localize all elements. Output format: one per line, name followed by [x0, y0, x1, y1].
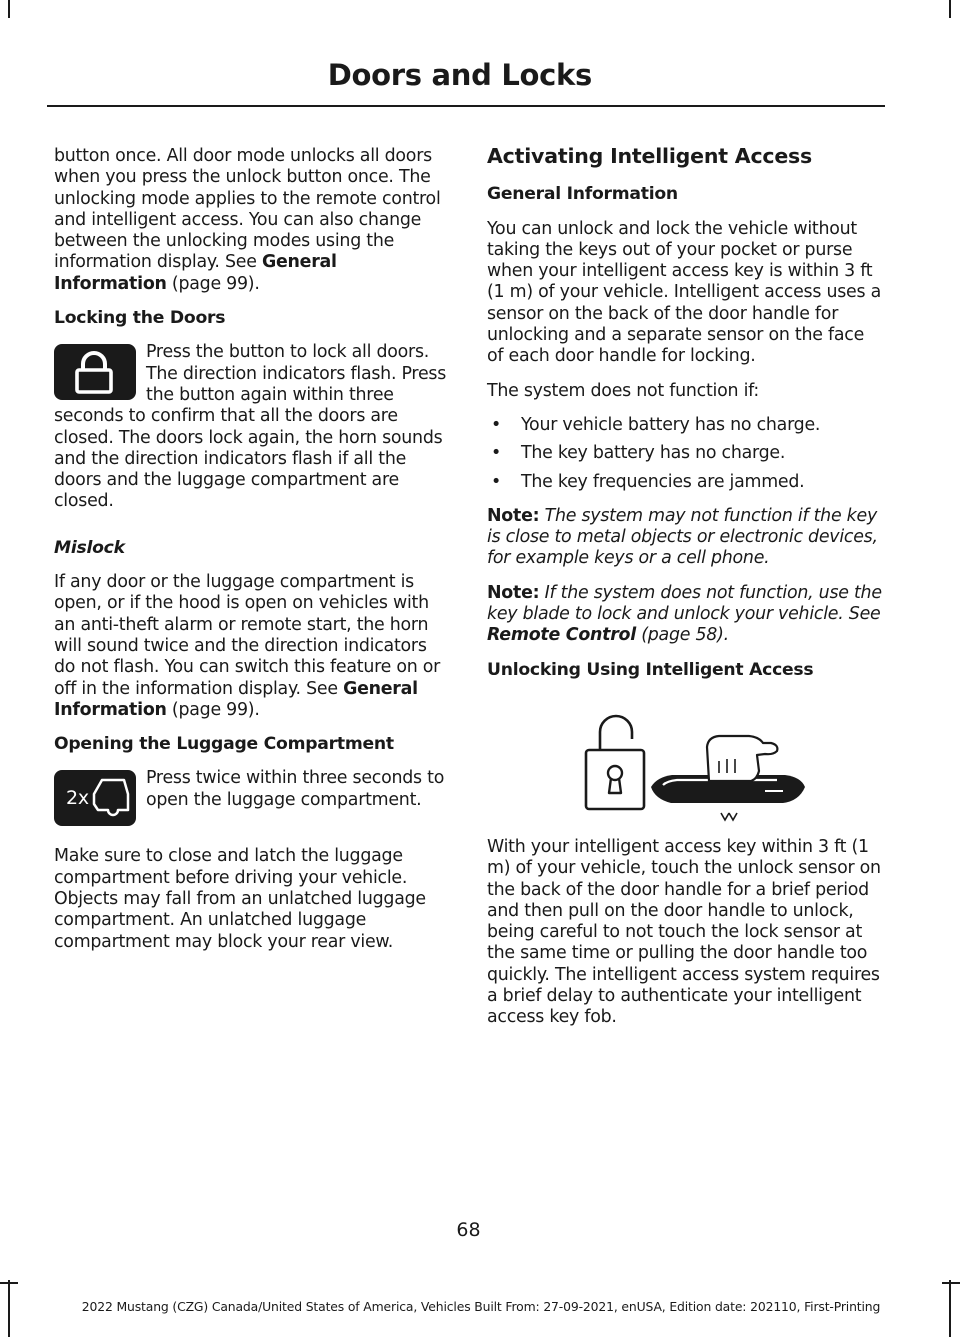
unlock-padlock-icon — [586, 716, 644, 809]
page-number: 68 — [456, 1219, 481, 1241]
luggage-section — [54, 768, 449, 830]
bullet: • — [491, 443, 502, 464]
list-item-text: The key frequencies are jammed. — [521, 471, 805, 492]
general-information-link[interactable]: General Information — [54, 252, 337, 294]
note-label: Note: — [487, 505, 540, 526]
page-title: Doors and Locks — [327, 58, 592, 92]
mislock-page-ref: (page 99). — [166, 699, 260, 720]
unlocking-heading: Unlocking Using Intelligent Access — [487, 659, 814, 680]
crop-mark-bottom-left-v — [8, 1280, 10, 1337]
list-item-text: Your vehicle battery has no charge. — [521, 414, 821, 435]
failure-conditions-list — [487, 415, 882, 493]
note-2-text: If the system does not function, use the key blade to lock and unlock your vehicle. See — [487, 582, 882, 625]
bullet: • — [491, 414, 502, 435]
intelligent-access-illustration — [487, 687, 882, 837]
list-item — [487, 415, 882, 436]
crop-mark-bottom-left-h — [0, 1282, 18, 1284]
mislock-heading: Mislock — [54, 537, 125, 558]
list-item — [487, 472, 882, 493]
right-column — [487, 146, 882, 1042]
general-information-heading: General Information — [487, 184, 678, 205]
list-item-text: The key battery has no charge. — [521, 443, 786, 464]
trunk-release-icon — [54, 770, 136, 826]
luggage-text: Press twice within three seconds to open the luggage compartment. — [146, 768, 445, 810]
header-rule — [47, 105, 885, 107]
note-1 — [487, 506, 882, 570]
note-1-text: The system may not function if the key is close to metal objects or electronic devices, for example keys or a cell phone. — [487, 505, 878, 569]
general-information-text: You can unlock and lock the vehicle without taking the keys out of your pocket or purse when your intelligent access key is within 3 ft (1 m) of your vehicle. Intelligent access uses a sensor on the back of the door handle for unlocking and a separate sensor on the face of each door handle for locking. — [487, 218, 881, 367]
crop-mark-bottom-right-h — [942, 1282, 960, 1284]
locking-section — [54, 342, 449, 512]
trunk-2x-label: 2x — [66, 787, 89, 810]
remote-control-link[interactable]: Remote Control — [487, 625, 636, 646]
locking-text: Press the button to lock all doors. The direction indicators flash. Press the button again within three seconds to confirm that all the doors are closed. The doors lock again, the horn sounds and the direction indicators flash if all the doors and the luggage compartment are closed. — [54, 342, 447, 512]
unlocking-text: With your intelligent access key within 3 ft (1 m) of your vehicle, touch the unlock sensor on the back of the door handle for a brief period and then pull on the door handle to unlock, being careful to not touch the lock sensor at the same time or pulling the door handle too quickly. The intelligent access system requires a brief delay to authenticate your intelligent access key fob. — [487, 836, 881, 1028]
bullet: • — [491, 471, 502, 492]
left-column — [54, 146, 449, 966]
lock-button-icon — [54, 344, 136, 400]
intro-text: button once. All door mode unlocks all doors when you press the unlock button once. The unlocking mode applies to the remote control and intelligent access. You can also change between the unlocking modes using the information display. See — [54, 146, 441, 273]
list-item — [487, 443, 882, 464]
note-2 — [487, 583, 882, 647]
note-label: Note: — [487, 582, 540, 603]
mislock-general-information-link[interactable]: General Information — [54, 678, 418, 720]
luggage-heading: Opening the Luggage Compartment — [54, 734, 394, 755]
system-intro: The system does not function if: — [487, 380, 760, 401]
intro-paragraph — [54, 146, 449, 295]
crop-mark-bottom-right-v — [949, 1280, 951, 1337]
crop-mark-top-left — [8, 0, 10, 18]
intro-page-ref: (page 99). — [166, 273, 260, 294]
luggage-warning: Make sure to close and latch the luggage compartment before driving your vehicle. Objects may fall from an unlatched luggage compartment. An unlatched luggage compartment may block your rear view. — [54, 846, 426, 952]
note-2-page-ref: (page 58). — [635, 625, 729, 646]
crop-mark-top-right — [949, 0, 951, 18]
mislock-paragraph — [54, 572, 449, 721]
edition-footer: 2022 Mustang (CZG) Canada/United States of America, Vehicles Built From: 27-09-2021, enUSA, Edition date: 202110, First-Printing — [81, 1299, 881, 1314]
section-heading-activating: Activating Intelligent Access — [487, 144, 813, 168]
locking-heading: Locking the Doors — [54, 308, 226, 329]
mislock-text: If any door or the luggage compartment is open, or if the hood is open on vehicles with an anti-theft alarm or remote start, the horn will sound twice and the direction indicators do not flash. You can switch this feature on or off in the information display. See — [54, 572, 441, 699]
